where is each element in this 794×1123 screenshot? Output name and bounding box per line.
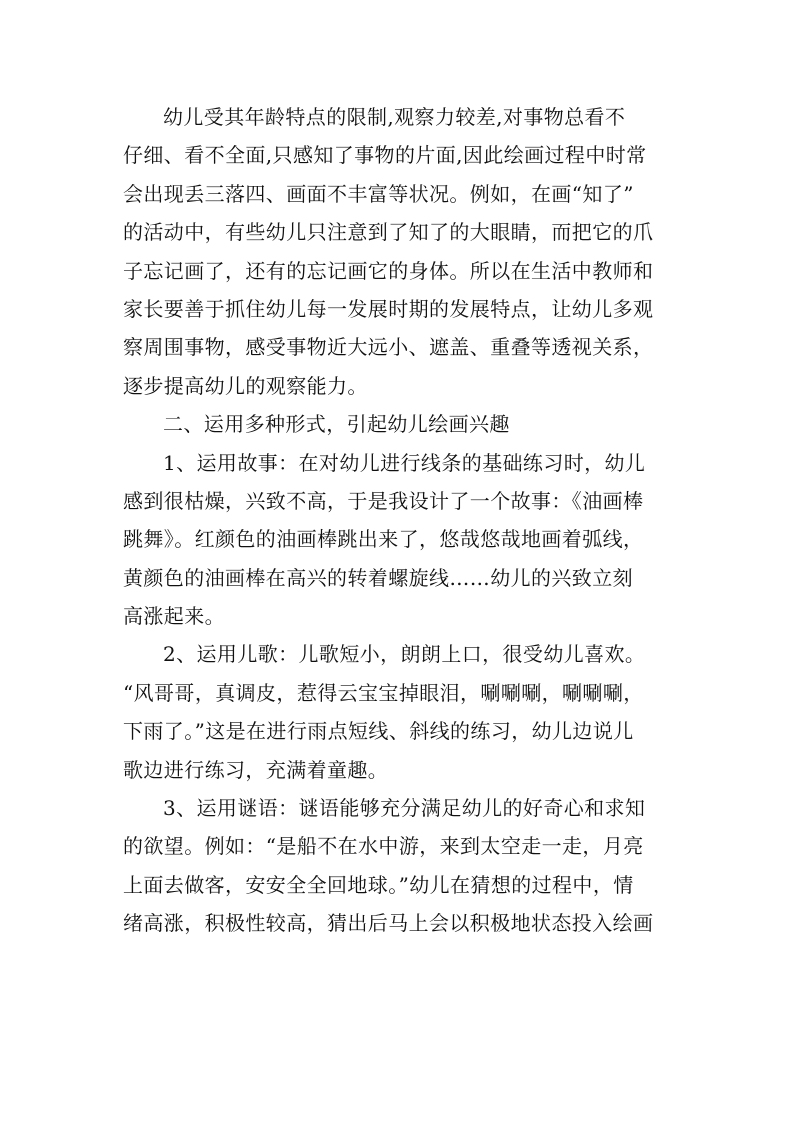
text-line: 二、运用多种形式，引起幼儿绘画兴趣 (163, 412, 510, 437)
text-line: 跳舞》。红颜色的油画棒跳出来了，悠哉悠哉地画着弧线， (123, 527, 644, 552)
text-line: 1、运用故事：在对幼儿进行线条的基础练习时，幼儿 (163, 450, 646, 475)
text-line: 上面去做客，安安全全回地球。”幼儿在猜想的过程中，情 (123, 872, 634, 897)
text-line: 3、运用谜语：谜语能够充分满足幼儿的好奇心和求知 (163, 796, 646, 821)
text-line: 绪高涨，积极性较高，猜出后马上会以积极地状态投入绘画 (123, 911, 654, 936)
text-line: 感到很枯燥，兴致不高，于是我设计了一个故事：《油画棒 (123, 488, 644, 513)
text-line: “风哥哥，真调皮，惹得云宝宝掉眼泪，唰唰唰，唰唰唰， (123, 680, 644, 705)
text-line: 的活动中，有些幼儿只注意到了知了的大眼睛，而把它的爪 (123, 220, 654, 245)
document-body (123, 98, 678, 943)
text-line: 黄颜色的油画棒在高兴的转着螺旋线……幼儿的兴致立刻 (123, 565, 633, 590)
text-line: 的欲望。例如：“是船不在水中游，来到太空走一走，月亮 (123, 834, 644, 859)
text-line: 察周围事物，感受事物近大远小、遮盖、重叠等透视关系， (123, 335, 654, 360)
text-line: 幼儿受其年龄特点的限制,观察力较差,对事物总看不 (163, 105, 626, 129)
text-line: 子忘记画了，还有的忘记画它的身体。所以在生活中教师和 (123, 258, 654, 283)
text-line: 家长要善于抓住幼儿每一发展时期的发展特点，让幼儿多观 (123, 296, 654, 321)
text-line: 高涨起来。 (123, 604, 225, 629)
text-line: 2、运用儿歌：儿歌短小，朗朗上口，很受幼儿喜欢。 (163, 642, 646, 667)
text-line: 会出现丢三落四、画面不丰富等状况。例如，在画“知了” (123, 181, 634, 206)
text-line: 仔细、看不全面,只感知了事物的片面,因此绘画过程中时常 (123, 143, 647, 168)
text-line: 歌边进行练习，充满着童趣。 (123, 757, 389, 782)
text-line: 下雨了。”这是在进行雨点短线、斜线的练习，幼儿边说儿 (123, 719, 634, 744)
text-line: 逐步提高幼儿的观察能力。 (123, 373, 368, 398)
